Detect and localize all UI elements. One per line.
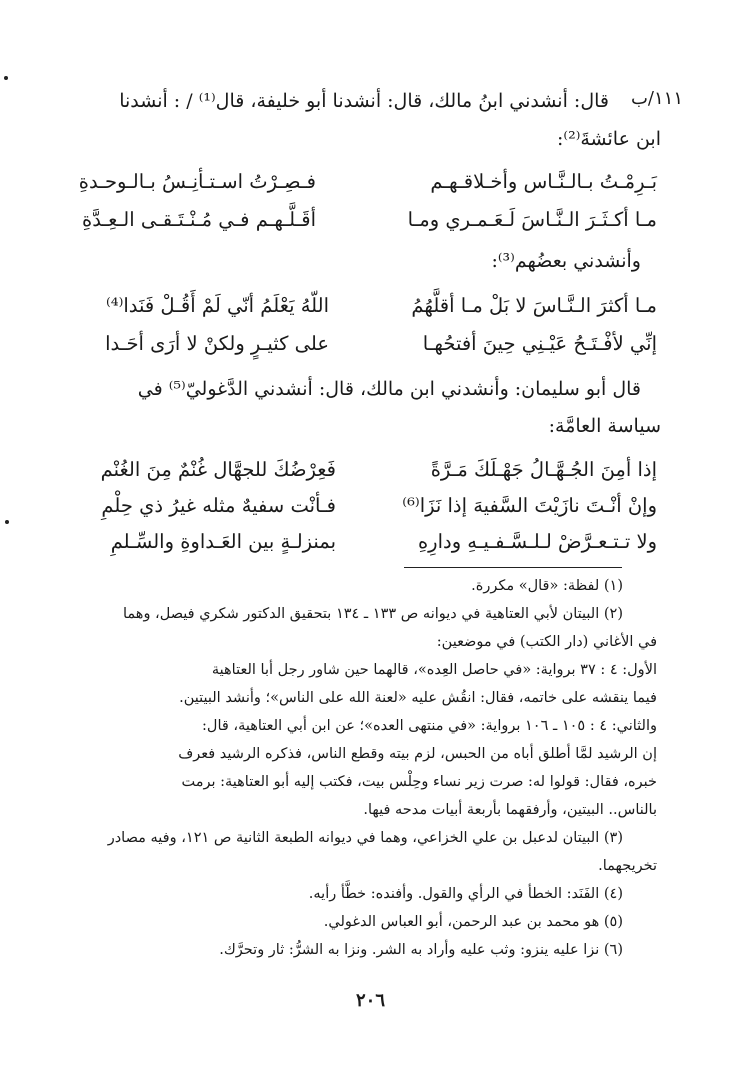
verse-3-3-second-hemistich: بمنزلـةٍ بين العَـداوةِ والسِّـلمِ — [110, 530, 336, 553]
body-line-4: قال أبو سليمان: وأنشدني ابن مالك، قال: أنشدني الدَّغوليّ⁽⁵⁾ في — [137, 378, 641, 400]
folio-reference: ١١١/ب — [630, 88, 683, 109]
body-line-2: ابن عائشةَ⁽²⁾: — [557, 128, 661, 150]
footnote-line: خبره، فقال: قولوا له: صرت زير نساء وحِلْس بيت، فكتب إليه أبو العتاهية: برمت — [181, 774, 657, 790]
verse-2-1-second-hemistich: اللّهُ يَعْلَمُ أنّي لَمْ أَقُـلْ فَنَدا⁽⁴⁾ — [105, 294, 329, 317]
footnote-line: إن الرشيد لمَّا أطلق أباه من الحبس، لزم بيته وقطع الناس، فذكره الرشيد فعرف — [178, 746, 657, 762]
verse-1-1-second-hemistich: فـصِـرْتُ اسـتـأنِـسُ بـالـوحـدةِ — [78, 170, 316, 193]
footnote-line: (٤) الفَنَد: الخطأ في الرأي والقول. وأفنده: خطَّأ رأيه. — [308, 886, 623, 902]
footnote-line: في الأغاني (دار الكتب) في موضعين: — [436, 634, 657, 650]
footnote-separator — [404, 567, 622, 568]
verse-3-1-first-hemistich: إذا أمِنَ الجُـهَّـالُ جَهْـلَكَ مَـرَّةً — [430, 458, 657, 481]
footnote-line: (٦) نزا عليه ينزو: وثب عليه وأراد به الشر. ونزا به الشرُّ: ثار وتحرَّك. — [219, 942, 623, 958]
footnote-line: تخريجهما. — [598, 858, 657, 874]
footnote-line: (٣) البيتان لدعبل بن علي الخزاعي، وهما في ديوانه الطبعة الثانية ص ١٢١، وفيه مصادر — [107, 830, 623, 846]
verse-3-2-second-hemistich: فـأنْت سفيهٌ مثله غيرُ ذي حِلْمِ — [101, 494, 336, 517]
margin-speck — [5, 520, 9, 524]
body-line-5: سياسة العامَّة: — [548, 415, 661, 437]
footnote-line: فيما ينقشه على خاتمه، فقال: انقُش عليه «لعنة الله على الناس»؛ وأنشد البيتين. — [179, 690, 657, 706]
footnote-line: (١) لفظة: «قال» مكررة. — [471, 578, 623, 594]
verse-2-2-first-hemistich: إنِّي لأفْـتَـحُ عَيْـنِي حِينَ أفتحُهـا — [422, 332, 657, 355]
verse-3-3-first-hemistich: ولا تـتـعـرَّضْ لـلـسَّـفـيـهِ ودارِهِ — [417, 530, 657, 553]
body-line-1: قال: أنشدني ابنُ مالك، قال: أنشدنا أبو خليفة، قال⁽¹⁾ / : أنشدنا — [119, 90, 609, 112]
body-line-3: وأنشدني بعضُهم⁽³⁾: — [491, 250, 641, 272]
verse-2-1-first-hemistich: مـا أكثرَ الـنَّـاسَ لا بَلْ مـا أقلَّهُمُ — [411, 294, 657, 317]
verse-3-2-first-hemistich: وإنْ أنْـتَ نازَيْتَ السَّفيهَ إذا نَزَا⁽⁶⁾ — [402, 494, 657, 517]
footnote-line: (٥) هو محمد بن عبد الرحمن، أبو العباس الدغولي. — [323, 914, 623, 930]
verse-3-1-second-hemistich: فَعِرْضُكَ للجهَّال غُنْمٌ مِنَ الغُنْم — [100, 458, 336, 481]
verse-2-2-second-hemistich: على كثيـرٍ ولكنْ لا أرَى أحَـدا — [105, 332, 329, 355]
footnote-line: الأول: ٤ : ٣٧ برواية: «في حاصل العِده»، قالهما حين شاور رجل أبا العتاهية — [211, 662, 657, 678]
page-number: ٢٠٦ — [355, 990, 385, 1011]
footnote-line: بالناس.. البيتين، وأرفقهما بأربعة أبيات مدحه فيها. — [363, 802, 657, 818]
margin-speck — [4, 76, 8, 80]
verse-1-2-first-hemistich: مـا أكـثَـرَ الـنَّـاسَ لَـعَـمـري ومـا — [407, 208, 657, 231]
verse-1-1-first-hemistich: بَـرِمْـتُ بـالـنَّـاس وأخـلاقـهـم — [430, 170, 657, 193]
footnote-line: والثاني: ٤ : ١٠٥ ـ ١٠٦ برواية: «في منتهى العده»؛ عن ابن أبي العتاهية، قال: — [202, 718, 657, 734]
verse-1-2-second-hemistich: أقَـلَّـهـم فـي مُـنْـتَـقـى الـعِـدَّةِ — [81, 208, 316, 231]
footnote-line: (٢) البيتان لأبي العتاهية في ديوانه ص ١٣٣ ـ ١٣٤ بتحقيق الدكتور شكري فيصل، وهما — [123, 606, 623, 622]
